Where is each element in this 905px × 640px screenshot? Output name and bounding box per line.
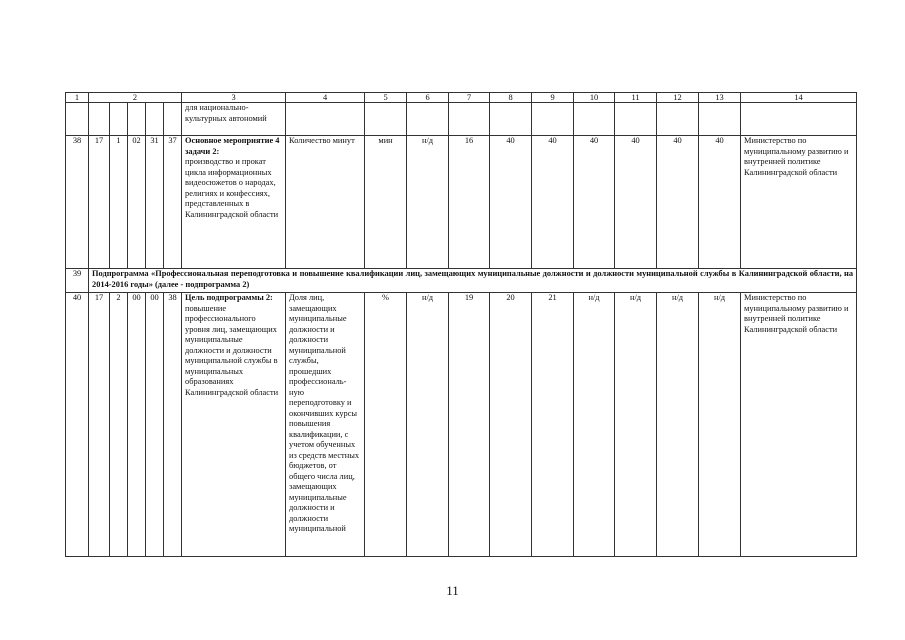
- value-cell: 19: [449, 293, 490, 557]
- value-cell: 16: [449, 136, 490, 269]
- col-number: 9: [532, 93, 574, 103]
- value-cell: 40: [615, 136, 657, 269]
- value-cell: 40: [699, 136, 741, 269]
- code-cell: 17: [89, 136, 110, 269]
- col-number: 10: [574, 93, 615, 103]
- measure-title: Основное мероприятие 4 задачи 2:: [185, 136, 280, 156]
- responsible-cell: Министерство по муниципальному развитию и внутренней политике Калининградской области: [741, 293, 857, 557]
- col-number: 1: [66, 93, 89, 103]
- value-cell: н/д: [615, 293, 657, 557]
- col-number: 13: [699, 93, 741, 103]
- col-number: 7: [449, 93, 490, 103]
- col-number: 4: [286, 93, 365, 103]
- table-row-39-subprogram: [66, 269, 857, 293]
- unit-cell: %: [365, 293, 407, 557]
- col-number: 8: [490, 93, 532, 103]
- table-row-40: [66, 293, 857, 557]
- code-cell: 37: [164, 136, 182, 269]
- code-cell: 31: [146, 136, 164, 269]
- column-number-row: [66, 93, 857, 103]
- value-cell: 40: [532, 136, 574, 269]
- indicator-cell: Доля лиц, замещающих муниципальные должности и должности муниципальной службы, прошедших профессиональ-ную переподготовку и окончивших курсы повышения квалификации, с учетом обученных из средств местных бюджетов, от общего числа лиц, замещающих муниципальные должности и должности муниципальной: [286, 293, 365, 557]
- row-number: 40: [66, 293, 89, 557]
- table-row-continuation: [66, 103, 857, 136]
- unit-cell: мин: [365, 136, 407, 269]
- value-cell: 20: [490, 293, 532, 557]
- col-number: 2: [89, 93, 182, 103]
- measure-name-cell: [182, 136, 286, 269]
- continuation-text: для национально-культурных автономий: [182, 103, 286, 136]
- code-cell: 38: [164, 293, 182, 557]
- col-number: 14: [741, 93, 857, 103]
- value-cell: 40: [657, 136, 699, 269]
- responsible-cell: Министерство по муниципальному развитию и внутренней политике Калининградской области: [741, 136, 857, 269]
- measure-description: производство и прокат цикла информационных видеосюжетов о народах, религиях и конфессиях, представленных в Калининградской области: [185, 157, 279, 219]
- table-row-38: [66, 136, 857, 269]
- code-cell: 1: [110, 136, 128, 269]
- value-cell: 40: [490, 136, 532, 269]
- row-number: 38: [66, 136, 89, 269]
- page-number: 11: [446, 583, 459, 598]
- value-cell: н/д: [699, 293, 741, 557]
- indicators-table: [65, 92, 857, 557]
- value-cell: н/д: [407, 136, 449, 269]
- goal-title: Цель подпрограммы 2:: [185, 293, 273, 302]
- row-number: 39: [66, 269, 89, 293]
- col-number: 3: [182, 93, 286, 103]
- value-cell: н/д: [657, 293, 699, 557]
- col-number: 6: [407, 93, 449, 103]
- code-cell: 02: [128, 136, 146, 269]
- col-number: 5: [365, 93, 407, 103]
- col-number: 12: [657, 93, 699, 103]
- indicator-cell: Количество минут: [286, 136, 365, 269]
- code-cell: 2: [110, 293, 128, 557]
- value-cell: н/д: [407, 293, 449, 557]
- code-cell: 00: [128, 293, 146, 557]
- value-cell: 21: [532, 293, 574, 557]
- code-cell: 17: [89, 293, 110, 557]
- subprogram-title: Подпрограмма «Профессиональная переподготовка и повышение квалификации лиц, замещающих муниципальные должности и должности муниципальной службы в Калининградской области, на 2014-2016 годы» (далее - подпрограмма 2): [89, 269, 857, 293]
- goal-cell: [182, 293, 286, 557]
- goal-description: повышение профессионального уровня лиц, замещающих муниципальные должности и должности муниципальной службы в муниципальных образованиях Калининградской области: [185, 303, 279, 397]
- code-cell: 00: [146, 293, 164, 557]
- value-cell: н/д: [574, 293, 615, 557]
- col-number: 11: [615, 93, 657, 103]
- value-cell: 40: [574, 136, 615, 269]
